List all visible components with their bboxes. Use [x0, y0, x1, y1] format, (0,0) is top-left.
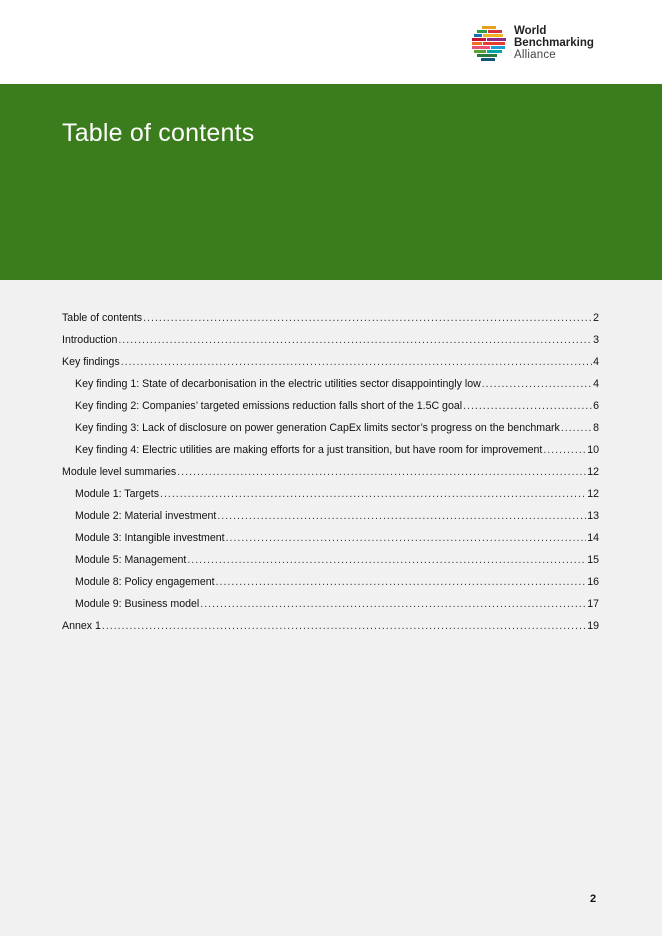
toc-entry-label[interactable]: Table of contents: [62, 312, 143, 324]
toc-entry-label[interactable]: Module 9: Business model: [75, 598, 200, 610]
wba-logo-icon: [470, 24, 510, 64]
toc-entry-page[interactable]: 6: [593, 400, 599, 412]
toc-leader-dots: [200, 598, 586, 610]
toc-entry-page[interactable]: 15: [587, 554, 599, 566]
table-of-contents: [62, 312, 599, 642]
toc-entry-page[interactable]: 12: [587, 466, 599, 478]
toc-entry[interactable]: [62, 334, 599, 356]
wba-logo-text: [514, 25, 594, 61]
toc-entry-label[interactable]: Key findings: [62, 356, 120, 368]
toc-entry[interactable]: [62, 488, 599, 510]
toc-entry-page[interactable]: 12: [587, 488, 599, 500]
logo-line-2: Benchmarking: [514, 37, 594, 49]
toc-entry-page[interactable]: 16: [587, 576, 599, 588]
toc-entry[interactable]: [62, 422, 599, 444]
title-banner: [0, 84, 662, 280]
toc-entry-label[interactable]: Module 1: Targets: [75, 488, 160, 500]
toc-entry-page[interactable]: 13: [587, 510, 599, 522]
toc-leader-dots: [482, 378, 592, 390]
toc-leader-dots: [177, 466, 586, 478]
toc-entry[interactable]: [62, 620, 599, 642]
toc-leader-dots: [121, 356, 592, 368]
page-header: [0, 0, 662, 84]
toc-entry-label[interactable]: Module 2: Material investment: [75, 510, 217, 522]
logo-line-3: Alliance: [514, 49, 556, 61]
toc-entry-label[interactable]: Module 8: Policy engagement: [75, 576, 215, 588]
wba-logo: [470, 24, 610, 66]
toc-leader-dots: [463, 400, 592, 412]
toc-entry[interactable]: [62, 378, 599, 400]
toc-leader-dots: [543, 444, 586, 456]
page-title: Table of contents: [62, 119, 255, 147]
toc-entry-label[interactable]: Key finding 1: State of decarbonisation in the electric utilities sector disappointingly low: [75, 378, 481, 390]
toc-entry-page[interactable]: 4: [593, 356, 599, 368]
toc-entry-label[interactable]: Key finding 4: Electric utilities are making efforts for a just transition, but have room for improvement: [75, 444, 543, 456]
toc-leader-dots: [118, 334, 592, 346]
toc-leader-dots: [160, 488, 586, 500]
toc-entry-label[interactable]: Annex 1: [62, 620, 101, 632]
toc-entry-label[interactable]: Key finding 3: Lack of disclosure on power generation CapEx limits sector’s progress on the benchmark: [75, 422, 560, 434]
toc-entry-label[interactable]: Introduction: [62, 334, 118, 346]
toc-entry[interactable]: [62, 444, 599, 466]
toc-entry-page[interactable]: 8: [593, 422, 599, 434]
toc-entry[interactable]: [62, 356, 599, 378]
toc-entry-page[interactable]: 4: [593, 378, 599, 390]
toc-entry-page[interactable]: 14: [587, 532, 599, 544]
toc-leader-dots: [143, 312, 592, 324]
toc-entry[interactable]: [62, 312, 599, 334]
toc-leader-dots: [216, 576, 587, 588]
toc-entry[interactable]: [62, 532, 599, 554]
toc-leader-dots: [226, 532, 587, 544]
toc-entry[interactable]: [62, 598, 599, 620]
toc-entry-page[interactable]: 2: [593, 312, 599, 324]
toc-entry-page[interactable]: 3: [593, 334, 599, 346]
toc-entry-label[interactable]: Module level summaries: [62, 466, 177, 478]
toc-entry-page[interactable]: 19: [587, 620, 599, 632]
toc-entry-page[interactable]: 10: [587, 444, 599, 456]
toc-entry[interactable]: [62, 466, 599, 488]
toc-entry-label[interactable]: Module 5: Management: [75, 554, 187, 566]
toc-entry-label[interactable]: Module 3: Intangible investment: [75, 532, 225, 544]
toc-entry-page[interactable]: 17: [587, 598, 599, 610]
toc-entry[interactable]: [62, 400, 599, 422]
toc-entry[interactable]: [62, 576, 599, 598]
toc-leader-dots: [102, 620, 586, 632]
toc-entry[interactable]: [62, 510, 599, 532]
toc-entry-label[interactable]: Key finding 2: Companies’ targeted emissions reduction falls short of the 1.5C goal: [75, 400, 463, 412]
toc-entry[interactable]: [62, 554, 599, 576]
toc-leader-dots: [217, 510, 586, 522]
toc-leader-dots: [187, 554, 586, 566]
toc-leader-dots: [561, 422, 592, 434]
page-number: 2: [590, 893, 597, 905]
logo-line-1: World: [514, 25, 547, 37]
